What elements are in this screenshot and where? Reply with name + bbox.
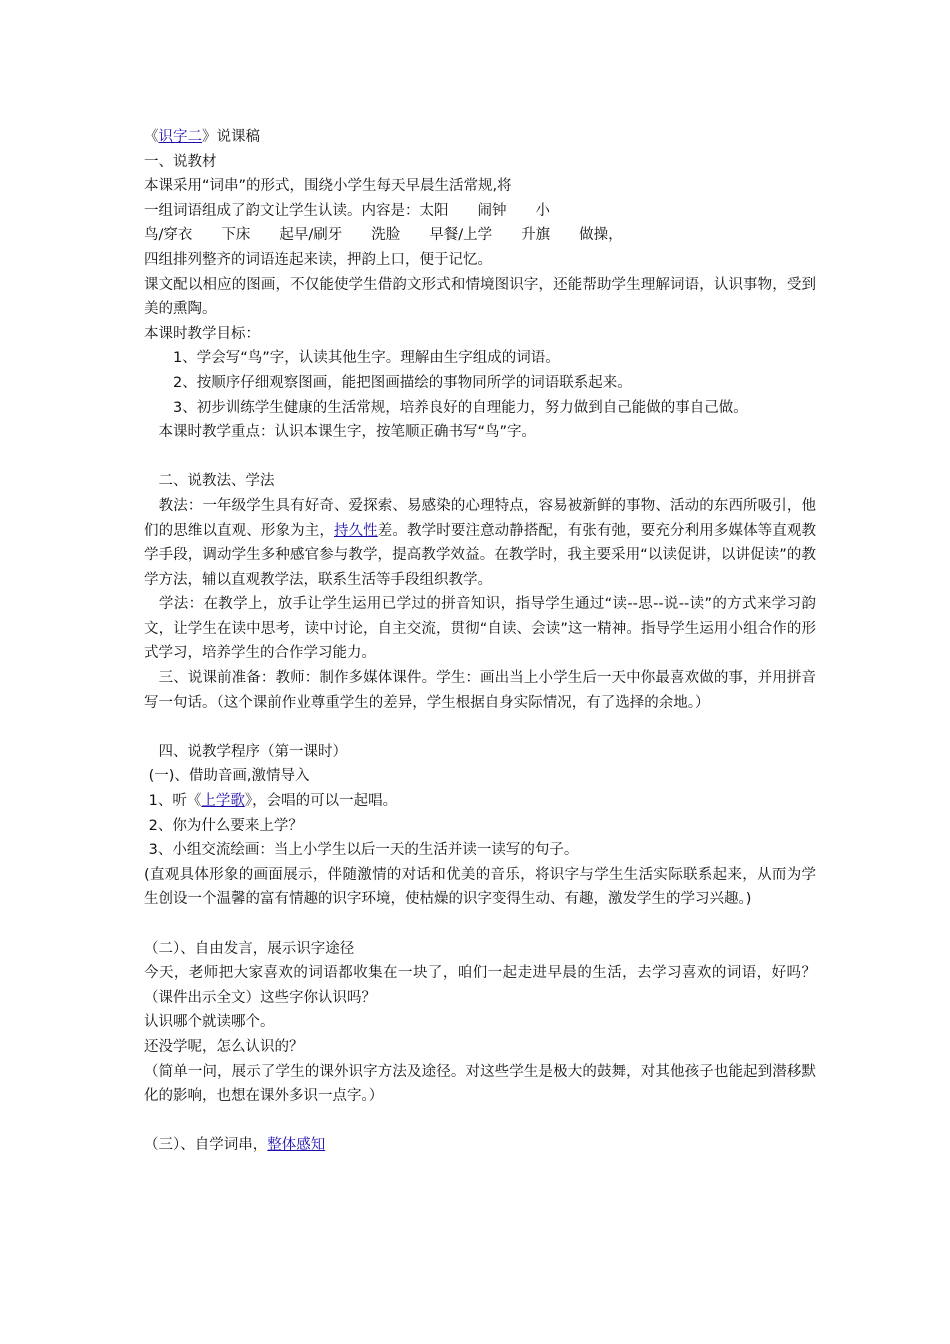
text-span: （三）、自学词串， bbox=[144, 1137, 268, 1154]
paragraph-learning-method: 学法：在教学上，放手让学生运用已学过的拼音知识，指导学生通过“读--思--说--读”的方式来学习韵文，让学生在读中思考，读中讨论，自主交流，贯彻“自读、会读”这一精神。指导学生运用小组合作的形式学习，培养学生的合作学习能力。 bbox=[144, 596, 816, 662]
section-heading: 四、说教学程序（第一课时） bbox=[144, 743, 347, 760]
title-link[interactable]: 识字二 bbox=[158, 129, 202, 145]
section-heading: 一、说教材 bbox=[144, 153, 217, 170]
text-span: 教法：一年级学生具有好奇、爱探索、易感染的心理特点，容易被新鲜的事物、活动的东西所吸引，他们的思维以直观、形象为主， bbox=[144, 497, 816, 539]
doc-title bbox=[144, 125, 816, 150]
blank-line bbox=[144, 1109, 816, 1134]
persistence-link[interactable]: 持久性 bbox=[333, 522, 378, 539]
list-item: 3、小组交流绘画：当上小学生以后一天的生活并读一读写的句子。 bbox=[144, 842, 579, 859]
text-line: 还没学呢，怎么认识的？ bbox=[144, 1038, 304, 1055]
subsection-heading bbox=[144, 1133, 816, 1158]
list-item: 2、你为什么要来上学？ bbox=[144, 817, 303, 834]
note-paragraph: （简单一问，展示了学生的课外识字方法及途径。对这些学生是极大的鼓舞，对其他孩子也能起到潜移默化的影响，也想在课外多识一点字。） bbox=[144, 1063, 816, 1105]
paragraph-preparation: 三、说课前准备：教师：制作多媒体课件。学生：画出当上小学生后一天中你最喜欢做的事，并用拼音写一句话。（这个课前作业尊重学生的差异，学生根据自身实际情况，有了选择的余地。） bbox=[144, 670, 816, 711]
goals-label: 本课时教学目标： bbox=[144, 325, 260, 342]
paragraph: 今天，老师把大家喜欢的词语都收集在一块了，咱们一起走进早晨的生活，去学习喜欢的词语，好吗？（课件出示全文）这些字你认识吗？ bbox=[144, 965, 816, 1006]
list-item bbox=[144, 789, 816, 814]
section-heading: 二、说教法、学法 bbox=[144, 473, 275, 490]
paragraph-teaching-method bbox=[144, 494, 816, 592]
title-suffix: 》说课稿 bbox=[202, 129, 260, 145]
subsection-heading: (一)、借助音画,激情导入 bbox=[144, 768, 310, 785]
text-span: 差。教学时要注意动静搭配，有张有弛，要充分利用多媒体等直观教学手段，调动学生多种感官参与教学，提高教学效益。在教学时，我主要采用“以读促讲，以讲促读”的教学方法，辅以直观教学法，联系生活等手段组织教学。 bbox=[144, 522, 817, 588]
blank-line bbox=[144, 715, 816, 740]
text-line: 鸟/穿衣 下床 起早/刷牙 洗脸 早餐/上学 升旗 做操， bbox=[144, 227, 623, 244]
text-line: 本课采用“词串”的形式，围绕小学生每天早晨生活常规,将 bbox=[144, 178, 512, 195]
document-body bbox=[144, 125, 816, 1158]
text-line: 四组排列整齐的词语连起来读，押韵上口，便于记忆。 bbox=[144, 251, 492, 268]
paragraph: 课文配以相应的图画，不仅能使学生借韵文形式和情境图识字，还能帮助学生理解词语，认识事物，受到美的熏陶。 bbox=[144, 276, 816, 318]
song-link[interactable]: 上学歌 bbox=[201, 793, 245, 810]
title-prefix: 《 bbox=[144, 129, 159, 145]
text-line: 一组词语组成了韵文让学生认读。内容是：太阳 闹钟 小 bbox=[144, 202, 550, 219]
goal-item: 2、按顺序仔细观察图画，能把图画描绘的事物同所学的词语联系起来。 bbox=[144, 374, 632, 391]
text-line: 认识哪个就读哪个。 bbox=[144, 1014, 275, 1031]
key-point: 本课时教学重点：认识本课生字，按笔顺正确书写“鸟”字。 bbox=[144, 424, 537, 441]
blank-line bbox=[144, 912, 816, 937]
text-span: 》，会唱的可以一起唱。 bbox=[244, 793, 398, 810]
goal-item: 3、初步训练学生健康的生活常规，培养良好的自理能力，努力做到自己能做的事自己做。 bbox=[144, 399, 748, 416]
note-paragraph: (直观具体形象的画面展示，伴随激情的对话和优美的音乐，将识字与学生生活实际联系起来，从而为学生创设一个温馨的富有情趣的识字环境，使枯燥的识字变得生动、有趣，激发学生的学习兴趣。) bbox=[144, 866, 816, 908]
subsection-heading: （二）、自由发言，展示识字途径 bbox=[144, 940, 355, 957]
blank-line bbox=[144, 445, 816, 470]
goal-item: 1、学会写“鸟”字，认读其他生字。理解由生字组成的词语。 bbox=[144, 350, 560, 367]
overall-perception-link[interactable]: 整体感知 bbox=[267, 1137, 326, 1154]
text-span: 1、听《 bbox=[144, 793, 202, 810]
